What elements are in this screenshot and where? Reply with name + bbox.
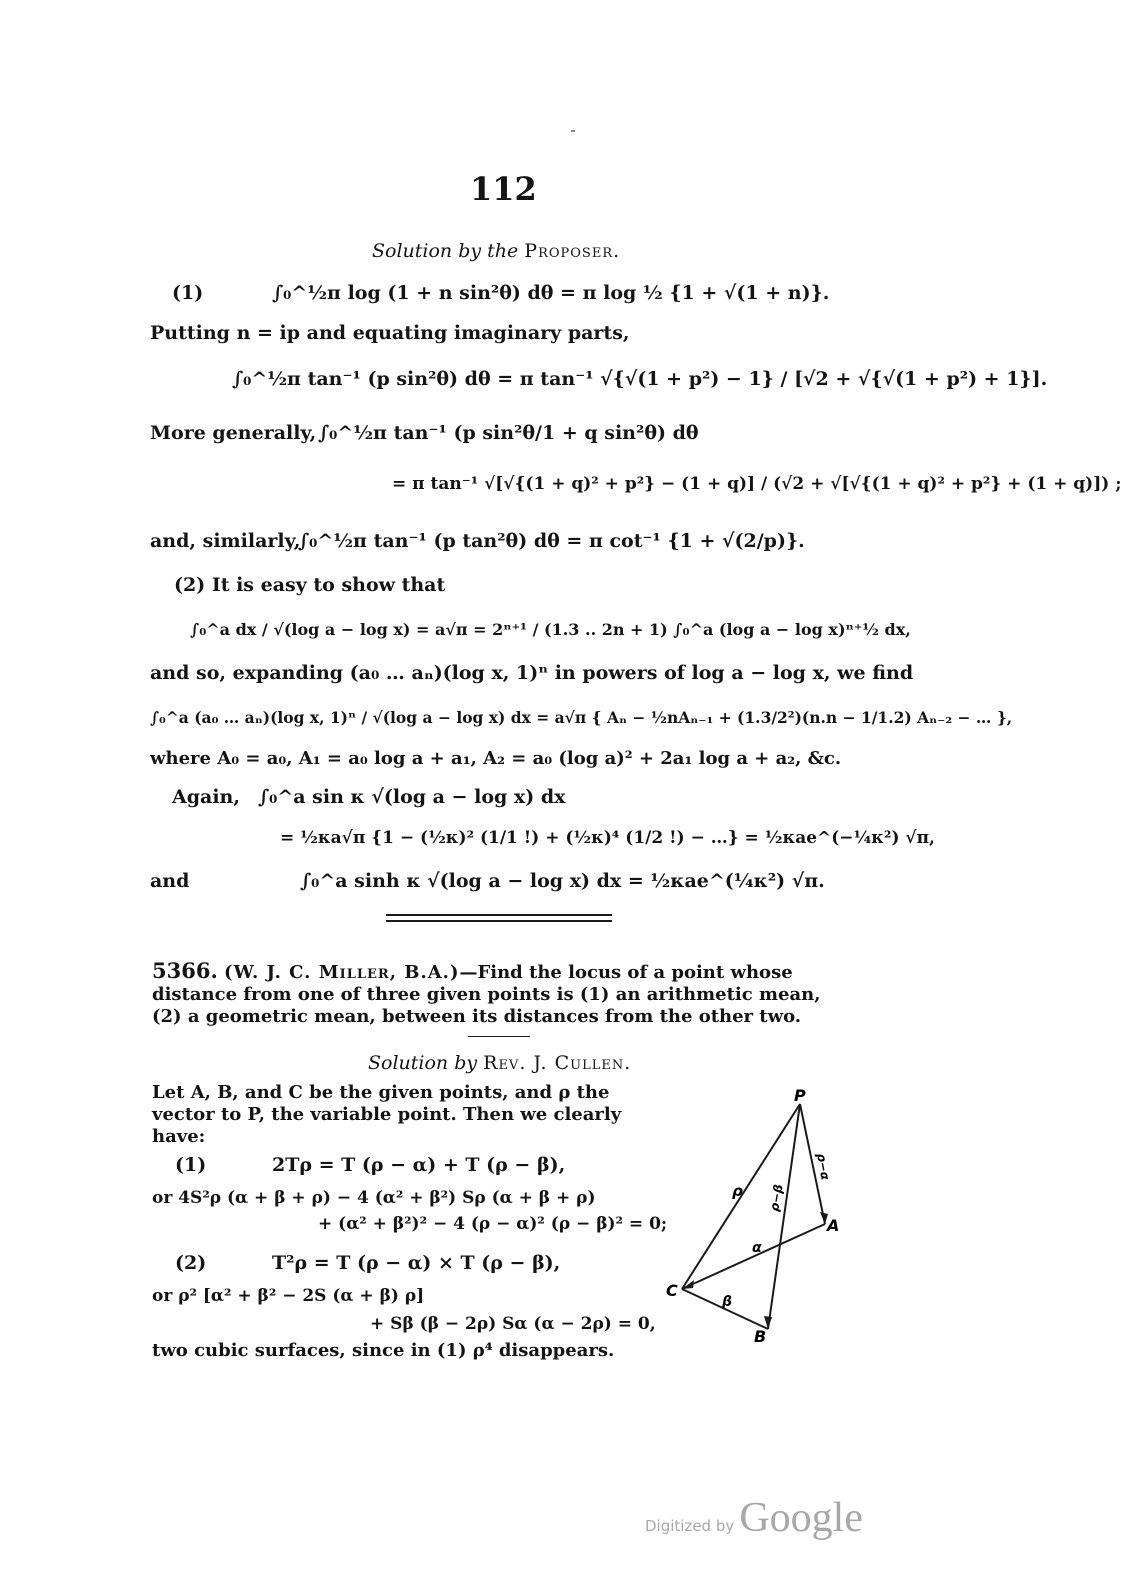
equation-7-rhs: = ½κa√π {1 − (½κ)² (1/1 !) + (½κ)⁴ (1/2 !) − …} = ½κae^(−¼κ²) √π, (280, 828, 935, 848)
vector-diagram (660, 1084, 850, 1354)
sol2-equation-2-number: (2) (175, 1252, 207, 1274)
vector-rho-label: ρ (732, 1182, 743, 1200)
vector-alpha-label: α (752, 1240, 762, 1256)
equation-8: ∫₀^a sinh κ √(log a − log x) dx = ½κae^(¼κ²) √π. (300, 870, 825, 892)
point-p-label: P (794, 1086, 806, 1105)
line-p-b (768, 1104, 800, 1329)
scan-speck (571, 130, 575, 132)
section-rule-top (386, 914, 612, 916)
solution-2-heading (368, 1052, 631, 1074)
solution-2-heading-author: Rev. J. Cullen. (483, 1052, 632, 1074)
label-again: Again, (172, 786, 240, 808)
equation-6: ∫₀^a (a₀ … aₙ)(log x, 1)ⁿ / √(log a − log x) dx = a√π { Aₙ − ½nAₙ₋₁ + (1.3/2²)(n.n − 1/1.2) Aₙ₋₂ − … }, (150, 708, 1013, 727)
vector-rho-minus-alpha-label: ρ−α (814, 1152, 833, 1182)
text-expanding: and so, expanding (a₀ … aₙ)(log x, 1)ⁿ in powers of log a − log x, we find (150, 662, 914, 684)
solution-heading-italic: Solution by the (372, 240, 519, 262)
equation-2: ∫₀^½π tan⁻¹ (p sin²θ) dθ = π tan⁻¹ √{√(1 + p²) − 1} / [√2 + √{√(1 + p²) + 1}]. (232, 368, 1048, 390)
sol2-equation-1: 2Tρ = T (ρ − α) + T (ρ − β), (272, 1154, 566, 1176)
text-putting: Putting n = ip and equating imaginary parts, (150, 322, 630, 344)
sol2-equation-2-expanded: or ρ² [α² + β² − 2S (α + β) ρ] (152, 1286, 425, 1306)
sol2-equation-1-number: (1) (175, 1154, 207, 1176)
solution-2-intro: Let A, B, and C be the given points, and ρ the vector to P, the variable point. Then we clearly have: (152, 1082, 622, 1147)
sol2-equation-2-continued: + Sβ (β − 2ρ) Sα (α − 2ρ) = 0, (370, 1314, 656, 1334)
google-watermark (645, 1494, 863, 1542)
solution-2-heading-italic: Solution by (368, 1052, 478, 1074)
text-more-generally: More generally, (150, 422, 317, 444)
sol2-equation-1-continued: + (α² + β²)² − 4 (ρ − α)² (ρ − β)² = 0; (318, 1214, 668, 1234)
part-2-intro: (2) It is easy to show that (174, 574, 446, 596)
solution-2-conclusion: two cubic surfaces, since in (1) ρ⁴ disappears. (152, 1340, 615, 1361)
solution-heading-author: Proposer. (524, 240, 621, 262)
equation-4: ∫₀^½π tan⁻¹ (p tan²θ) dθ = π cot⁻¹ {1 + √(2/p)}. (298, 530, 805, 552)
vector-rho-minus-beta-label: ρ−β (767, 1183, 786, 1213)
sol2-equation-2: T²ρ = T (ρ − α) × T (ρ − β), (272, 1252, 561, 1274)
equation-5: ∫₀^a dx / √(log a − log x) = a√π = 2ⁿ⁺¹ / (1.3 .. 2n + 1) ∫₀^a (log a − log x)ⁿ⁺½ dx, (190, 620, 911, 639)
short-rule (468, 1036, 530, 1037)
section-rule-bottom (386, 920, 612, 922)
equation-number: (1) (172, 282, 204, 304)
equation-1: ∫₀^½π log (1 + n sin²θ) dθ = π log ½ {1 + √(1 + n)}. (272, 282, 830, 304)
point-c-label: C (666, 1281, 678, 1300)
label-and: and (150, 870, 190, 892)
watermark-small-text: Digitized by (645, 1517, 735, 1535)
point-b-label: B (754, 1327, 767, 1346)
vector-beta-label: β (722, 1294, 733, 1310)
problem-author: (W. J. C. Miller, B.A.) (224, 962, 460, 983)
text-where: where A₀ = a₀, A₁ = a₀ log a + a₁, A₂ = a₀ (log a)² + 2a₁ log a + a₂, &c. (150, 748, 842, 769)
equation-3-rhs: = π tan⁻¹ √[√{(1 + q)² + p²} − (1 + q)] / (√2 + √[√{(1 + q)² + p²} + (1 + q)]) ; (392, 474, 1122, 494)
problem-text: —Find the locus of a point whose distance from one of three given points is (1) an arithmetic mean, (2) a geometric mean, between its distances from the other two. (152, 962, 821, 1027)
page-number: 112 (470, 170, 537, 208)
problem-statement (152, 960, 852, 1028)
watermark-google-text: Google (739, 1495, 863, 1541)
equation-7-lhs: ∫₀^a sin κ √(log a − log x) dx (258, 786, 566, 808)
point-a-label: A (827, 1216, 840, 1235)
text-similarly: and, similarly, (150, 530, 301, 552)
solution-heading (372, 240, 620, 262)
problem-number: 5366. (152, 958, 218, 983)
sol2-equation-1-expanded: or 4S²ρ (α + β + ρ) − 4 (α² + β²) Sρ (α + β + ρ) (152, 1188, 596, 1208)
equation-3-lhs: ∫₀^½π tan⁻¹ (p sin²θ/1 + q sin²θ) dθ (318, 422, 699, 444)
